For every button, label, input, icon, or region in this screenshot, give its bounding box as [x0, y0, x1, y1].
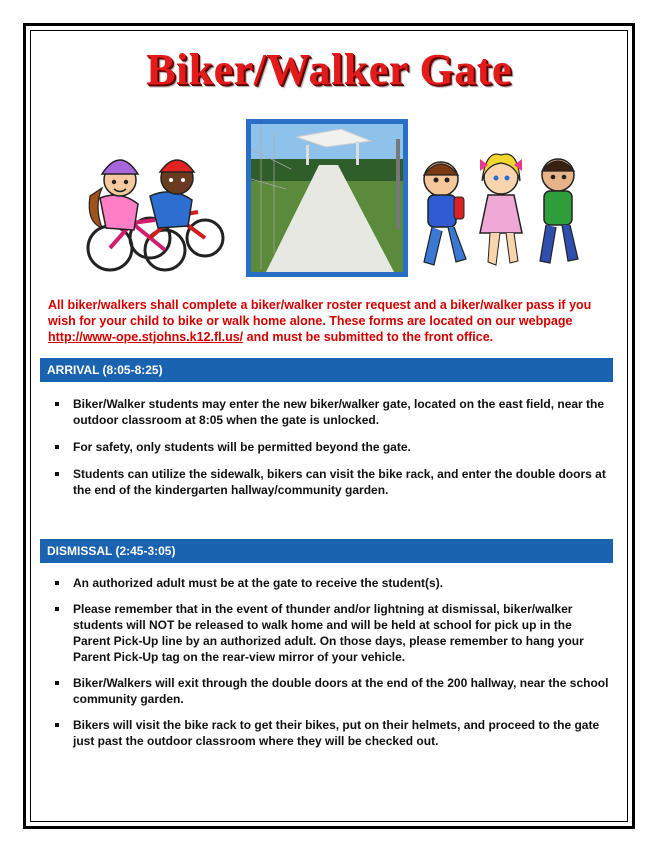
dismissal-list — [50, 575, 610, 759]
walkers-illustration — [416, 147, 584, 272]
list-item: Please remember that in the event of thunder and/or lightning at dismissal, biker/walker students will NOT be released to walk home and will be held at school for pick up in the Parent Pick-Up line by an authorized adult. On those days, please remember to hang your Parent Pick-Up tag on the rear-view mirror of your vehicle. — [50, 601, 610, 665]
list-item: For safety, only students will be permitted beyond the gate. — [50, 439, 610, 455]
sidewalk-photo — [246, 119, 408, 277]
intro-text-end: and must be submitted to the front office. — [243, 330, 494, 344]
arrival-heading: ARRIVAL (8:05-8:25) — [40, 358, 613, 382]
school-webpage-link[interactable]: http://www-ope.stjohns.k12.fl.us/ — [48, 330, 244, 344]
intro-paragraph — [48, 297, 613, 345]
intro-text: All biker/walkers shall complete a biker/walker roster request and a biker/walker pass if you wish for your child to bike or walk home alone. These forms are located on our webpage — [48, 298, 592, 328]
list-item: Students can utilize the sidewalk, bikers can visit the bike rack, and enter the double doors at the end of the kindergarten hallway/community garden. — [50, 466, 610, 498]
list-item: Biker/Walkers will exit through the double doors at the end of the 200 hallway, near the school community garden. — [50, 675, 610, 707]
bikers-illustration — [80, 138, 225, 278]
list-item: Biker/Walker students may enter the new biker/walker gate, located on the east field, near the outdoor classroom at 8:05 when the gate is unlocked. — [50, 396, 610, 428]
arrival-list — [50, 396, 610, 509]
list-item: An authorized adult must be at the gate to receive the student(s). — [50, 575, 610, 591]
page-title: Biker/Walker Gate — [146, 45, 512, 94]
dismissal-heading: DISMISSAL (2:45-3:05) — [40, 539, 613, 563]
list-item: Bikers will visit the bike rack to get their bikes, put on their helmets, and proceed to the gate just past the outdoor classroom where they will be checked out. — [50, 717, 610, 749]
